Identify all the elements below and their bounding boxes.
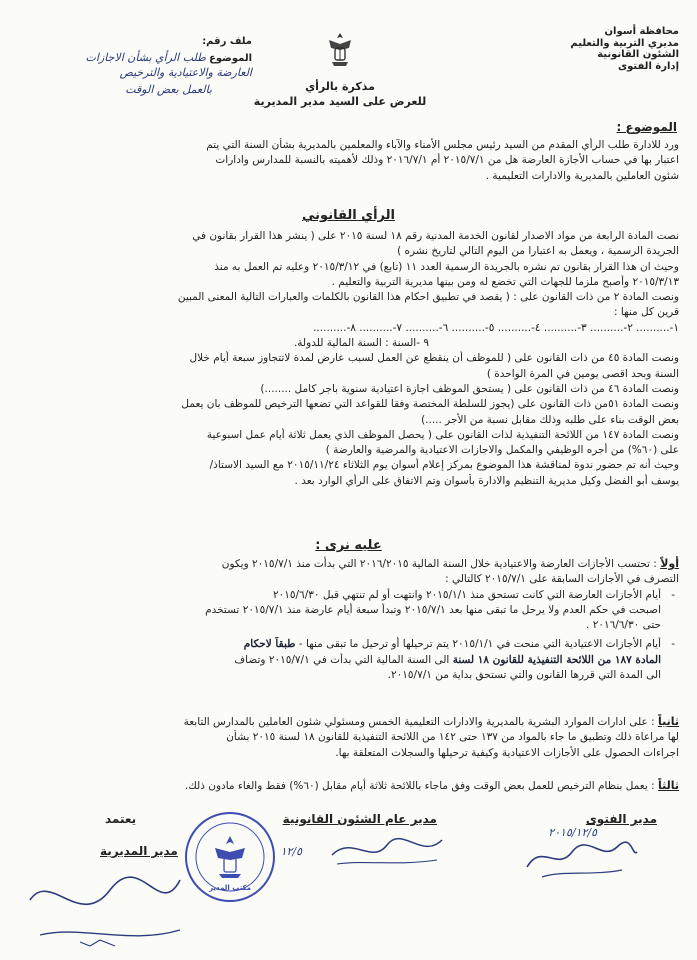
stamp-label: مكتب المدير xyxy=(209,884,251,892)
point-three-line: يعمل بنظام الترخيص للعمل بعض الوقت وفق ماجاء باللائحة ثلاثة أيام مقابل (٦٠%) فقط والغاء مادون ذلك. xyxy=(184,780,648,792)
legal-line: ٢٠١٥/٣/١٣ وأصبح ملزما للجهات التي تخضع له ومن بينها مديرية التربية والتعليم . xyxy=(331,275,679,288)
point-two-line: على ادارات الموارد البشرية بالمديرية والادارات التعليمية الخمس ومسئولي شئون العاملين بالمدارس التابعة xyxy=(183,716,648,728)
legal-opinion-body xyxy=(19,229,679,489)
signature-date-1: ٢٠١٥/١٢/٥ xyxy=(548,826,597,839)
bullet-casual-leave xyxy=(19,588,679,634)
legal-line: ونصت المادة ٢ من ذات القانون على : ( يقصد في تطبيق احكام هذا القانون بالكلمات والعبارات التالية المعنى المبين xyxy=(177,291,679,304)
legal-opinion-heading: الرأي القانوني xyxy=(302,208,395,223)
point-three: ثالثاً : يعمل بنظام الترخيص للعمل بعض الوقت وفق ماجاء باللائحة ثلاثة أيام مقابل (٦٠%) فقط والغاء مادون ذلك. xyxy=(184,779,679,792)
org-line-2: مديري التربية والتعليم xyxy=(570,37,679,49)
subject-line: اعتبار بها في حساب الأجازة العارضة هل من ٢٠١٥/٧/١ أم ٢٠١٦/٧/١ وذلك لأهميته بالنسبة للمدارس وادارات xyxy=(215,154,679,167)
we-see-heading: عليه نرى : xyxy=(315,538,382,553)
directorate-manager-title: مدير المديرية xyxy=(100,844,178,858)
legal-line: على (٦٠%) من أجره الوظيفي والمكمل والاجازات الاعتيادية والمرضية والعارضة ) xyxy=(325,444,679,457)
handwritten-insert-a: طبقاً لاحكام xyxy=(243,638,296,651)
subject-paragraph xyxy=(19,138,679,184)
legal-director-title: مدير عام الشئون القانونية xyxy=(282,812,437,826)
handwritten-subject-line-1: طلب الرأي بشأن الاجازات xyxy=(85,51,206,64)
subject-line: ورد للادارة طلب الرأي المقدم من السيد رئيس مجلس الأمناء والآباء والمعلمين بالمديرية بشأن السنة التي يتم xyxy=(206,139,679,151)
legal-line: وحيث ان هذا القرار بقانون تم نشره بالجريدة الرسمية العدد ١١ (تابع) في ٢٠١٥/٣/١٢ وعليه تم العمل به منذ xyxy=(214,260,679,273)
signature-date-2: ١٢/٥ xyxy=(280,845,302,858)
point-one-label: أولاً xyxy=(660,557,679,570)
fatwa-manager-signature xyxy=(522,832,642,882)
org-line-4: إدارة الفتوى xyxy=(617,60,679,72)
point-one-line: تحتسب الأجازات العارضة والاعتيادية خلال السنة المالية ٢٠١٦/٢٠١٥ التي بدأت منذ ٢٠١٥/٧/١ ويكون xyxy=(221,558,650,570)
point-two-label: ثانياً xyxy=(657,715,679,728)
director-signature xyxy=(20,860,190,950)
bullet-line: اصبحت في حكم العدم ولا يرحل ما تبقى منها بعد ٢٠١٥/٧/١ وتبدأ سبعة أيام عارضة منذ ٢٠١٥/٧/١ تستخدم xyxy=(205,603,661,616)
bullet-line: أيام الأجازات الاعتيادية التي منحت في ٢٠١٥/١/١ يتم ترحيلها أو ترحيل ما تبقى منها - xyxy=(298,638,661,651)
legal-line: ونصت المادة ١٤٧ من اللائحة التنفيذية لذات القانون على ( يحصل الموظف الذي يعمل ثلاثة أيام عمل اسبوعية xyxy=(206,428,679,441)
legal-line: يوسف أبو الفضل وكيل مديرية التنظيم والادارة بأسوان وتم الاتفاق على الرأي الوارد بعد . xyxy=(294,474,679,487)
handwritten-subject-line-2: العارضة والاعتيادية والترخيص xyxy=(119,66,252,79)
handwritten-subject-line-3: بالعمل بعض الوقت xyxy=(125,83,212,96)
point-one-line: التصرف في الأجازات السابقة على ٢٠١٥/٧/١ كالتالي : xyxy=(445,573,679,586)
header-file-block xyxy=(22,36,252,96)
legal-line: ٩ -السنة : السنة المالية للدولة. xyxy=(293,337,429,350)
legal-line: ونصت المادة ٥١من ذات القانون على (يجوز للسلطة المختصة وفقا للقواعد التي تضعها الترخيص للموظف بان يعمل xyxy=(181,398,679,411)
legal-line: الجريدة الرسمية ، ويعمل به اعتبارا من اليوم التالي لتاريخ نشره ) xyxy=(397,245,679,258)
org-line-3: الشئون القانونية xyxy=(597,49,679,60)
approved-label: يعتمد xyxy=(105,812,137,826)
legal-line: ونصت المادة ٤٥ من ذات القانون على ( للموظف أن ينقطع عن العمل لسبب عارض لمدة لاتتجاوز سبعة أيام خلال xyxy=(189,352,679,365)
point-two: ثانياً : على ادارات الموارد البشرية بالمديرية والادارات التعليمية الخمس ومسئولي شئون العاملين بالمدارس التابعة لها مراعاة ذلك وتطبيق ما جاء بالمواد من ١٣٧ حتى ١٤٢ من اللائحة التنفيذية للقانون ١٨ لسنة ٢٠١٥ بشأن اجراءات الحصول على الأجازات الاعتيادية وكيفية ترحيلها والسجلات المتعلقة بها. xyxy=(19,714,679,761)
legal-line: بعض الوقت بناء على طلبه وذلك مقابل نسبة من الأجر .....) xyxy=(421,413,679,426)
legal-director-signature xyxy=(327,830,447,870)
subject-label: الموضوع xyxy=(209,53,252,64)
point-three-label: ثالثاً xyxy=(657,779,679,792)
memo-subtitle: للعرض على السيد مدير المديرية xyxy=(253,95,427,108)
legal-line: ١-.......... ٢-.......... ٣-.......... ٤-.......... ٥-.......... ٦-.......... ٧-.......... ٨-.......... xyxy=(313,321,679,334)
legal-line: وحيث أنه تم حضور ندوة لمناقشة هذا الموضوع بمركز إعلام أسوان يوم الثلاثاء ٢٠١٥/١١/٢٤ مع السيد الاستاذ/ xyxy=(209,459,679,472)
bullet-line: - أيام الأجازات العارضة التي كانت تستحق منذ ٢٠١٥/١/١ وانتهت أو لم تنتهي قبل ٢٠١٥/٦/٣٠ xyxy=(272,588,661,601)
eagle-emblem-icon xyxy=(325,30,355,68)
bullet-line: الى السنة المالية التي بدأت في ٢٠١٥/٧/١ وتضاف xyxy=(234,653,450,666)
legal-line: السنة وبحد اقصى يومين في المرة الواحدة ) xyxy=(486,367,679,380)
org-line-1: محافظة أسوان xyxy=(604,26,679,37)
fatwa-manager-title: مدير الفتوى xyxy=(585,812,657,826)
legal-line: نصت المادة الرابعة من مواد الاصدار لقانون الخدمة المدنية رقم ١٨ لسنة ٢٠١٥ على ( ينشر هذا القرار بقانون في xyxy=(192,230,679,242)
legal-line: ونصت المادة ٤٦ من ذات القانون على ( يستحق الموظف اجازة اعتيادية سنوية باجر كامل ........) xyxy=(260,382,679,395)
header-org-block xyxy=(509,26,679,72)
official-stamp xyxy=(185,812,275,902)
point-one: أولاً : تحتسب الأجازات العارضة والاعتيادية خلال السنة المالية ٢٠١٦/٢٠١٥ التي بدأت منذ ٢٠١٥/٧/١ ويكون التصرف في الأجازات السابقة على ٢٠١٥/٧/١ كالتالي : - أيام الأجازات العارضة التي كانت تستحق منذ ٢٠١٥/١/١ وانتهت أو لم تنتهي قبل ٢٠١٥/٦/٣٠ اصبحت في حكم العدم ولا يرحل ما تبقى منها بعد ٢٠١٥/٧/١ وتبدأ سبعة أيام عارضة منذ ٢٠١٥/٧/١ تستخدم حتى ٢٠١٦/٦/٣٠ . - أيام الأجازات الاعتيادية التي منحت في ٢٠١٥/١/١ يتم ترحيلها أو ترحيل ما تبقى منها - طبقاً لاحكام المادة ١٨٧ من اللائحة التنفيذية للقانون ١٨ لسنة الى السنة المالية التي بدأت في ٢٠١٥/٧/١ وتضاف الى المدة التي قررها القانون والتي تستحق بداية من ٢٠١٥/٧/١. xyxy=(19,556,679,683)
memo-title: مذكرة بالرأي xyxy=(305,80,375,93)
handwritten-insert-b: المادة ١٨٧ من اللائحة التنفيذية للقانون ١٨ لسنة xyxy=(452,653,661,666)
subject-heading: الموضوع : xyxy=(616,120,677,134)
subject-line: شئون العاملين بالمديرية والادارات التعليمية . xyxy=(485,169,679,182)
bullet-line: الى المدة التي قررها القانون والتي تستحق بداية من ٢٠١٥/٧/١. xyxy=(387,669,661,682)
point-two-line: لها مراعاة ذلك وتطبيق ما جاء بالمواد من ١٣٧ حتى ١٤٢ من اللائحة التنفيذية للقانون ١٨ لسنة ٢٠١٥ بشأن xyxy=(226,731,679,744)
bullet-line: حتى ٢٠١٦/٦/٣٠ . xyxy=(586,619,661,632)
header-center xyxy=(240,30,440,108)
legal-line: قرين كل منها : xyxy=(613,306,679,319)
bullet-regular-leave xyxy=(19,637,679,683)
point-two-line: اجراءات الحصول على الأجازات الاعتيادية وكيفية ترحيلها والسجلات المتعلقة بها. xyxy=(335,746,679,759)
file-number-label: ملف رقم: xyxy=(202,36,252,47)
